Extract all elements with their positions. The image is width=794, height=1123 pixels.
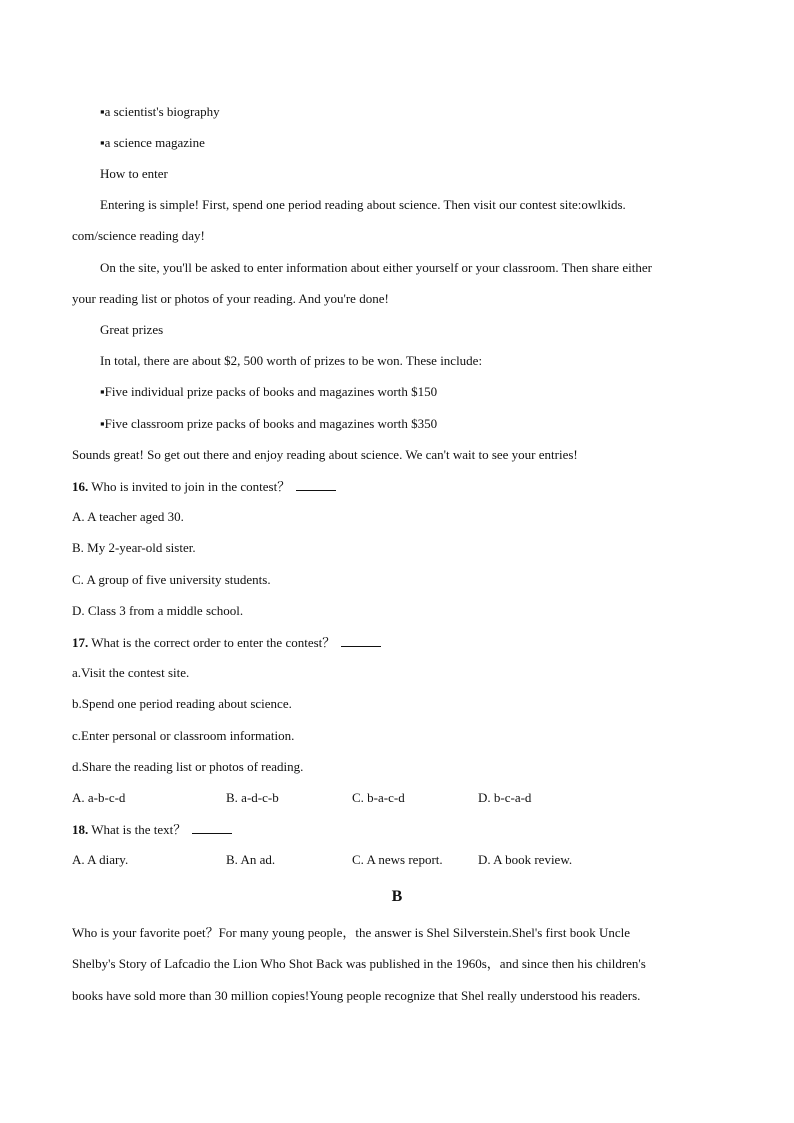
option-b: B. An ad.: [226, 852, 276, 867]
question-text: What is the correct order to enter the contest？: [88, 635, 336, 650]
option-c: C. A group of five university students.: [72, 572, 271, 587]
section-heading-how-to-enter: How to enter: [100, 166, 168, 181]
question-number: 17.: [72, 635, 89, 650]
paragraph-line: books have sold more than 30 million copies!Young people recognize that Shel really understood his readers.: [72, 988, 641, 1003]
list-item: ▪a science magazine: [100, 135, 205, 150]
option-a: A. A teacher aged 30.: [72, 509, 184, 524]
paragraph-line: Who is your favorite poet？For many young people，the answer is Shel Silverstein.Shel's first book Uncle: [72, 925, 630, 940]
answer-blank[interactable]: [296, 478, 336, 491]
paragraph-line: Shelby's Story of Lafcadio the Lion Who Shot Back was published in the 1960s，and since then his children's: [72, 956, 646, 971]
question-18: [72, 821, 232, 838]
option-b: B. My 2-year-old sister.: [72, 540, 196, 555]
option-b: B. a-d-c-b: [226, 790, 279, 805]
step-a: a.Visit the contest site.: [72, 665, 190, 680]
option-a: A. a-b-c-d: [72, 790, 126, 805]
answer-blank[interactable]: [341, 634, 381, 647]
question-text: What is the text？: [88, 822, 187, 837]
section-b-heading: B: [391, 888, 403, 905]
question-16: [72, 478, 336, 495]
paragraph-line: On the site, you'll be asked to enter information about either yourself or your classroom. Then share either: [100, 260, 652, 275]
step-d: d.Share the reading list or photos of reading.: [72, 759, 304, 774]
answer-blank[interactable]: [192, 821, 232, 834]
paragraph-line: com/science reading day!: [72, 228, 205, 243]
option-d: D. b-c-a-d: [478, 790, 532, 805]
option-c: C. b-a-c-d: [352, 790, 405, 805]
step-b: b.Spend one period reading about science.: [72, 696, 292, 711]
paragraph-line: your reading list or photos of your reading. And you're done!: [72, 291, 389, 306]
paragraph-line: Entering is simple! First, spend one period reading about science. Then visit our contest site:owlkids.: [100, 197, 626, 212]
list-item: ▪Five classroom prize packs of books and magazines worth $350: [100, 416, 438, 431]
section-heading-prizes: Great prizes: [100, 322, 164, 337]
question-number: 18.: [72, 822, 89, 837]
paragraph-line: In total, there are about $2, 500 worth of prizes to be won. These include:: [100, 353, 483, 368]
question-17: [72, 634, 381, 651]
option-d: D. Class 3 from a middle school.: [72, 603, 244, 618]
question-number: 16.: [72, 479, 89, 494]
list-item: ▪a scientist's biography: [100, 104, 220, 119]
option-c: C. A news report.: [352, 852, 443, 867]
question-text: Who is invited to join in the contest？: [88, 479, 291, 494]
option-a: A. A diary.: [72, 852, 129, 867]
closing-line: Sounds great! So get out there and enjoy reading about science. We can't wait to see your entries!: [72, 447, 578, 462]
step-c: c.Enter personal or classroom information.: [72, 728, 295, 743]
list-item: ▪Five individual prize packs of books and magazines worth $150: [100, 384, 438, 399]
option-d: D. A book review.: [478, 852, 573, 867]
